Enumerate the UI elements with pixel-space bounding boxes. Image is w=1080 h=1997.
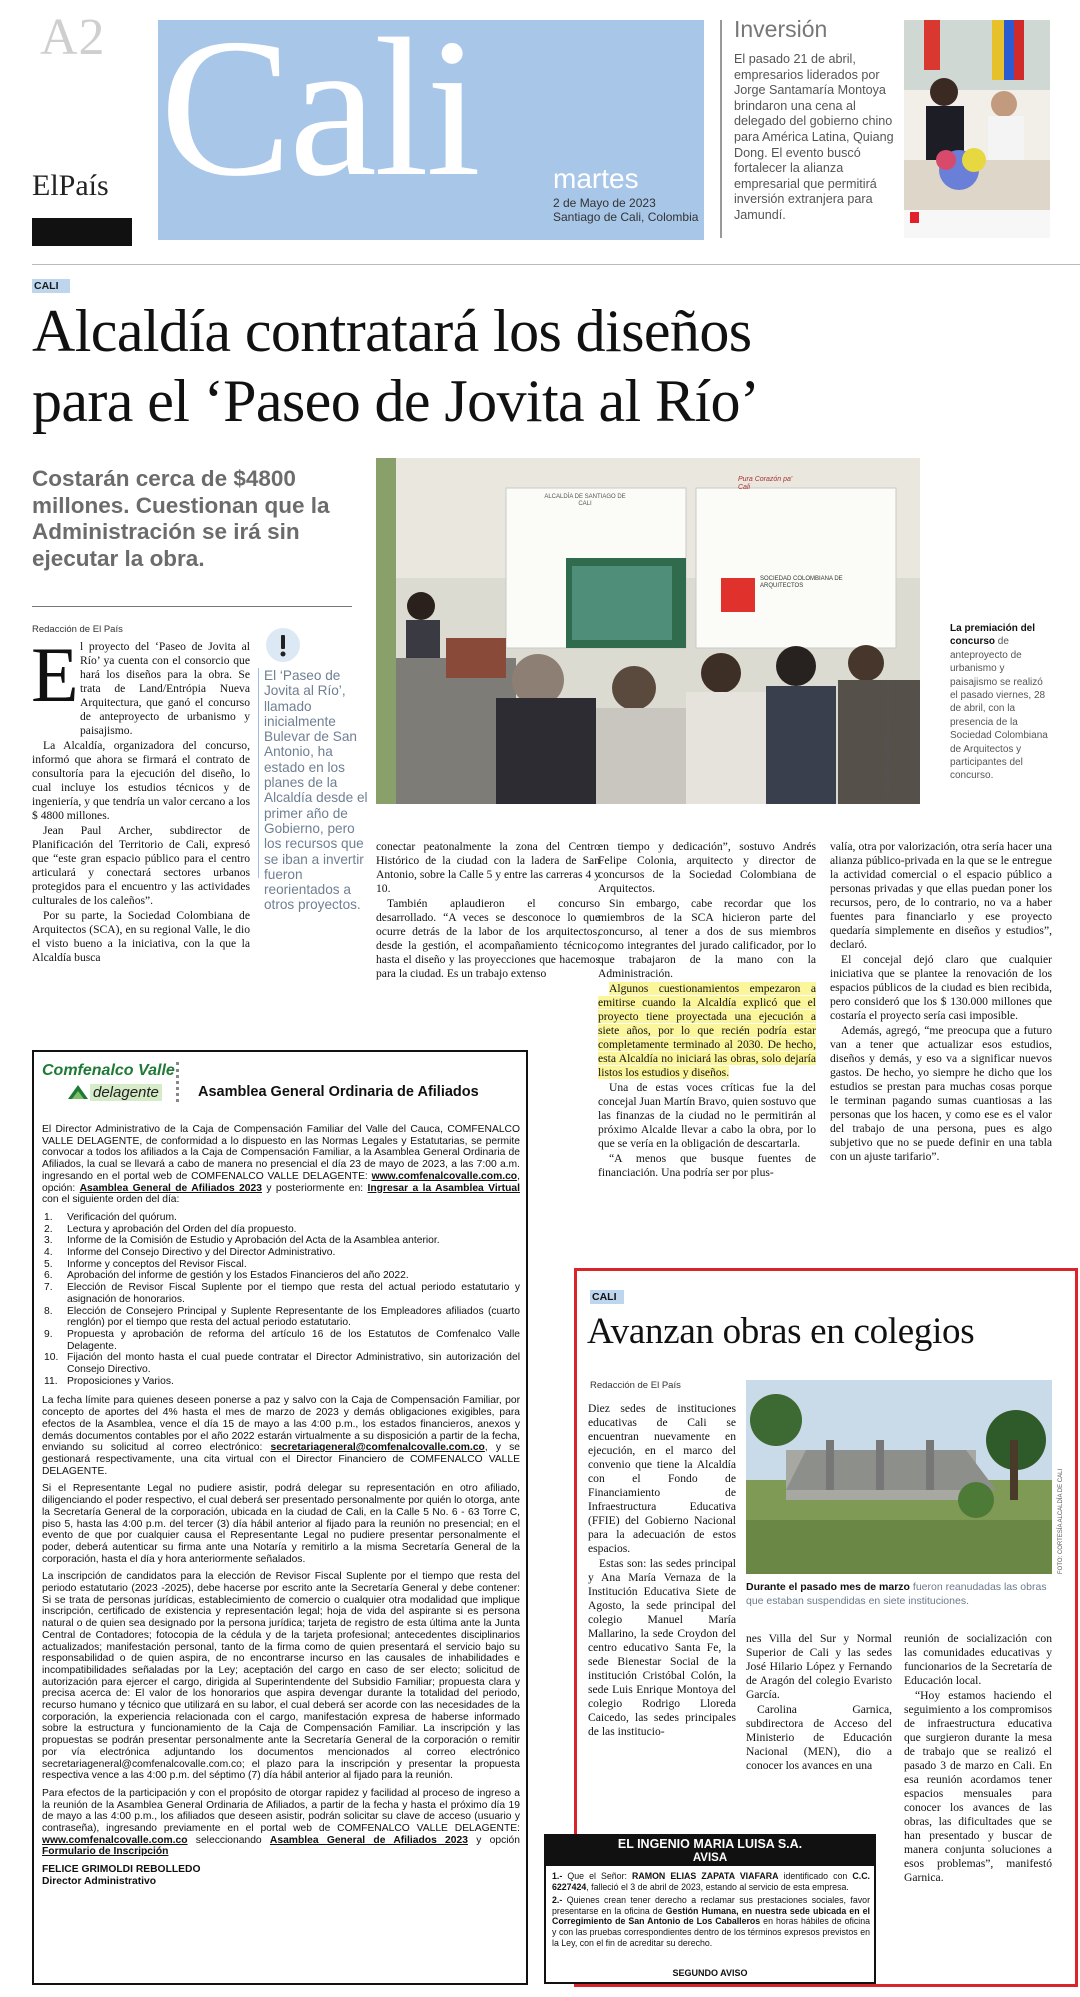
photo-screen-left: ALCALDÍA DE SANTIAGO DE CALI xyxy=(544,494,626,507)
schools-b1: nes Villa del Sur y Normal Superior de Cali y las sedes José Hilario López y Fernando de Aragón del colegio Evaristo García. xyxy=(746,1632,892,1701)
deck-rule xyxy=(32,606,352,607)
main-c4p2: El concejal dejó claro que cualquier iniciativa que se plantee la renovación de los espacios públicos de la ciudad es bien recibida, pero consideró que los $ 130.000 millones que costaría el proyecto sería casi imposible. xyxy=(830,953,1052,1022)
agenda-item: 8. Elección de Consejero Principal y Suplente Representante de los Empleadores afiliados (cuarto renglón) por el tiempo que resta del actual periodo estatutario. xyxy=(44,1305,520,1329)
main-headline-line2: para el ‘Paseo de Jovita al Río’ xyxy=(32,368,760,434)
agenda-item: 10. Fijación del monto hasta el cual puede contratar el Director Administrativo, sin autorización del Consejo Directivo. xyxy=(44,1352,520,1376)
main-column-3 xyxy=(598,840,816,1246)
sidebar-rule xyxy=(258,668,259,878)
agenda-item: 6. Aprobación del informe de gestión y los Estados Financieros del año 2022. xyxy=(44,1270,409,1282)
ad-link-form[interactable]: Formulario de Inscripción xyxy=(42,1846,169,1858)
brand-bar xyxy=(32,218,132,246)
agenda-item: 4. Informe del Consejo Directivo y del Director Administrativo. xyxy=(44,1247,336,1259)
agenda-item: 3. Informe de la Comisión de Estudio y Aprobación del Acta de la Asamblea anterior. xyxy=(44,1235,440,1247)
ad-agenda xyxy=(42,1212,520,1388)
main-column-2 xyxy=(376,840,600,980)
main-kicker: CALI xyxy=(32,279,70,293)
schools-b2: Carolina Garnica, subdirectora de Acceso del Ministerio de Educación Nacional (MEN), dio a conocer los avances en una xyxy=(746,1703,892,1772)
main-c4p3: Además, agregó, “me preocupa que a futuro van a tener que actualizar esos estudios, diseños y demás, y eso va a significar nuevos gastos. De hecho, yo siempre he dicho que los estudios se prestan para muchas cosas porque le terminan pagando sumas cuantiosas a las personas que los hacen, y como ese es el valor del trabajo de una persona, pues es algo subjetivo que no se puede definir en una tabla con un ajuste tarifario”. xyxy=(830,1024,1052,1163)
main-c2p2: También aplaudieron el concurso desarrollado. “A veces se desconoce lo que ocurre detrás de la labor de los arquitectos, desde la gestión, el acompañamiento técnico, hasta el diseño y las proyecciones que hacemos para la ciudad. Es un trabajo extenso xyxy=(376,897,600,980)
ad-signer: FELICE GRIMOLDI REBOLLEDO xyxy=(42,1864,201,1876)
ad-participation: Para efectos de la participación y con el propósito de otorgar rapidez y facilidad al proceso de ingreso a la reunión de la Asamblea General Ordinaria de Afiliados, a partir de la fecha y hasta el próximo día 19 de mayo a las 4:00 p.m., los afiliados que deseen asistir, podrán solicitar su clave de acceso (usuario y contraseña), ingresando previamente en el portal web de COMFENALCO VALLE DELAGENTE: www.comfenalcovalle.com.co seleccionando Asamblea General de Afiliados 2023 y opción Formulario de Inscripción xyxy=(42,1787,520,1858)
schools-caption-rest: fueron reanudadas las obras que estaban suspendidas en siete instituciones. xyxy=(746,1581,1047,1607)
agenda-item: 9. Propuesta y aprobación de reforma del artículo 16 de los Estatutos de Comfenalco Valle Delagente. xyxy=(44,1328,520,1352)
schools-photo-credit: FOTO: CORTESÍA ALCALDÍA DE CALI xyxy=(1058,1468,1064,1574)
main-p4: Por su parte, la Sociedad Colombiana de Arquitectos (SCA), en su regional Valle, le dio el visto bueno a la iniciativa, con la que la Alcaldía busca xyxy=(32,909,250,964)
masthead-place: Santiago de Cali, Colombia xyxy=(553,210,699,224)
ad-signer-role: Director Administrativo xyxy=(42,1875,157,1887)
main-c4p1: valía, otra por valorización, otra sería hacer una alianza público-privada en la que se le entregue la actividad comercial o el espacio público a personas privadas y que ellas puedan poner los recursos, pero, de lo contrario, no va a haber fuentes para financiarlo y ese proyecto quedaría simplemente en diseños y estudios”, declaró. xyxy=(830,840,1052,951)
schools-kicker: CALI xyxy=(590,1290,624,1304)
caption-rest: de anteproyecto de urbanismo y paisajismo se realizó el pasado viernes, 28 de abril, con la presencia de la Sociedad Colombiana de Arquitectos y participantes del concurso. xyxy=(950,636,1048,782)
ad-representative: Si el Representante Legal no pudiere asistir, podrá delegar su representación en otro afiliado, diligenciando el poder respectivo, el cual deberá ser presentado personalmente por quién lo otorga, ante la Secretaría General de la corporación, ubicada en la ciudad de Cali, en la Calle 5 No. 6 - 63 Torre C, piso 5, hasta las 4:00 p.m. del tercer (3) día hábil anterior al fijado para la reunión no presencial; en el evento de que por cualquier causa el Representante Legal no pudiere presentar personalmente el poder, deberá autenticar su firma ante una Notaría y remitirlo a la misma Secretaría General de la corporación, hasta el día y hora anteriormente señalados. xyxy=(42,1483,520,1565)
main-byline: Redacción de El País xyxy=(32,624,123,635)
main-c3p1: en tiempo y dedicación”, sostuvo Andrés Felipe Colonia, arquitecto y director de concursos de la Sociedad Colombiana de Arquitectos. xyxy=(598,840,816,895)
schools-caption-bold: Durante el pasado mes de marzo xyxy=(746,1581,910,1593)
ingenio-ad-body xyxy=(552,1871,870,1948)
comfenalco-logo-mark xyxy=(68,1083,88,1101)
main-c3p2: Sin embargo, cabe recordar que los miembros de la SCA hicieron parte del concurso, al tener a dos de sus miembros como integrantes del jurado calificador, por lo que trabajaron de la mano con la Administración. xyxy=(598,897,816,980)
ad-link-portal-2[interactable]: www.comfenalcovalle.com.co xyxy=(42,1834,188,1846)
caption-bold: La premiación del concurso xyxy=(950,623,1036,648)
schools-photo xyxy=(746,1380,1052,1574)
main-p1: l proyecto del ‘Paseo de Jovita al Río’ ya cuenta con el consorcio que hará los diseños para la obra. Se trata de Land/Entrópia Nueva Arquitectura, que ganó el concurso de anteproyecto de urbanismo y paisajismo. xyxy=(80,640,250,737)
main-c3p3 xyxy=(598,982,816,1080)
ingenio-ad-title: EL INGENIO MARIA LUISA S.A. xyxy=(617,1837,803,1851)
ingenio-ad-footer: SEGUNDO AVISO xyxy=(672,1968,748,1978)
ad-intro: El Director Administrativo de la Caja de Compensación Familiar del Valle del Cauca, COMFENALCO VALLE DELAGENTE, de conformidad a lo dispuesto en las Normas Legales y Estatutarias, se permite convocar a todos los afiliados a la Caja de Compensación Familiar, a la Asamblea General Ordinaria de Afiliados, la cual se llevará a cabo de manera no presencial el día 23 de mayo de 2023, a las 7:00 a.m. ingresando en el portal web de COMFENALCO VALLE DELAGENTE: www.comfenalcovalle.com.co, opción: Asamblea General de Afiliados 2023 y posteriormente en: Ingresar a la Asamblea Virtual con el siguiente orden del día: xyxy=(42,1124,520,1206)
assembly-ad-body xyxy=(42,1124,520,1979)
ad-inscription: La inscripción de candidatos para la elección de Revisor Fiscal Suplente por el tiempo que resta del periodo estatutario (2023 -2025), debe hacerse por escrito ante la Secretaría General y debe contener: Si se trata de personas jurídicas, establecimiento de comercio o cualquier otra modalidad que implique inscripción, certificado de existencia y representación legal; hoja de vida del aspirante si es persona natural o de quien sea designado por la persona jurídica; tarjeta de registro de esta última ante la Junta Central de Contadores; fotocopia de la cédula y de la tarjeta profesional; antecedentes disciplinarios actualizados; manifestación personal, tanto de la firma como de quien presentará el servicio bajo su responsabilidad o de quien aspira, de no encontrarse incurso en las causales de inhabilidades e incompatibilidades señaladas por la Ley; aceptación del cargo en caso de ser electo; solicitud de autorización para ejercer el cargo, dirigida al Superintendente del Subsidio Familiar; propuesta clara y precisa acerca de: El valor de los honorarios que aspira devengar durante la totalidad del periodo, recurso humano y técnico que utilizará en su labor, el cual deberá ser acorde con las necesidades de la corporación, la experiencia relacionada con el cargo, manifestación expresa de haberse informado sobre la estructura y funcionamiento de la Caja de Compensación Familiar. La inscripción y las propuestas se podrán presentar personalmente ante la Secretaría General de la corporación o remitir por vía electrónica adjuntando los documentos mencionados al correo electrónico secretariageneral@comfenalcovalle.com.co; el plazo para la inscripción y presentar la propuesta respectiva vence a las 4:00 p.m. del séptimo (7) día hábil anterior al fijado para la reunión. xyxy=(42,1571,520,1782)
agenda-item: 7. Elección de Revisor Fiscal Suplente por el tiempo que resta del actual periodo estatutario y asignación de honorarios. xyxy=(44,1282,520,1305)
ad-link-virtual[interactable]: Ingresar a la Asamblea Virtual xyxy=(367,1182,520,1194)
main-photo xyxy=(376,458,920,804)
photo-screen-mid: SOCIEDAD COLOMBIANA DE ARQUITECTOS xyxy=(760,576,843,589)
masthead-day: martes xyxy=(553,163,639,194)
main-headline-line1: Alcaldía contratará los diseños xyxy=(32,298,752,364)
ad-deadline: La fecha límite para quienes deseen ponerse a paz y salvo con la Caja de Compensación Familiar, por concepto de aportes del 4% hasta el mes de marzo de 2023 y demás obligaciones exigibles, para efectos de la Asamblea, vence el día 15 de mayo a las 4:00 p.m., los estados financieros, anexos y demás documentos contables por el año 2022 estarán virtualmente a su disposición a partir de la fecha, enviando su solicitud al correo electrónico: secretariageneral@comfenalcovalle.com.co, y se gestionará respectivamente, una cita virtual con el Director Financiero de COMFENALCO VALLE DELAGENTE. xyxy=(42,1395,520,1477)
comfenalco-logo-bottom: delagente xyxy=(90,1084,162,1101)
teaser-text: El pasado 21 de abril, empresarios liderados por Jorge Santamaría Montoya brindaron una cena al delegado del gobierno chino para América Latina, Quiang Dong. El evento buscó fortalecer la alianza empresarial que permitirá inversión extranjera para Jamundí. xyxy=(734,52,894,222)
main-c3p4: Una de estas voces críticas fue la del concejal Juan Martín Bravo, quien sostuvo que las finanzas de la ciudad no le permitirán al próximo Alcalde llevar a cabo la obra, por lo que se vería en la obligación de descartarla. xyxy=(598,1081,816,1150)
page-code: A2 xyxy=(40,9,106,66)
highlighted-quote: Algunos cuestionamientos empezaron a emitirse cuando la Alcaldía explicó que el proyecto tiene proyectada una ejecución a siete años, por lo que recién podría estar completamente terminado al 2030. De hecho, esta Alcaldía no iniciará las obras, solo dejaría listos los estudios y diseños. xyxy=(598,982,816,1079)
ad-link-portal[interactable]: www.comfenalcovalle.com.co xyxy=(371,1170,518,1182)
main-photo-credit: FOTO: AYMER ANDRÉS ÁLVAREZ / EL PAÍS xyxy=(886,680,892,802)
main-p2: La Alcaldía, organizadora del concurso, informó que ahora se firmará el contrato de consultoría para la ejecución del diseño, lo cual incluye los estudios técnicos y de ingeniería, y que tendría un valor cercano a los $ 4800 millones. xyxy=(32,739,250,822)
schools-column-2 xyxy=(746,1632,892,1828)
teaser-marker xyxy=(910,212,919,223)
ad-email-link[interactable]: secretariageneral@comfenalcovalle.com.co xyxy=(270,1442,485,1454)
agenda-item: 11. Proposiciones y Varios. xyxy=(44,1375,174,1387)
brand-logo: ElPaís xyxy=(32,169,109,202)
main-sidebar: El ‘Paseo de Jovita al Río’, llamado inicialmente Bulevar de San Antonio, ha estado en los planes de la Alcaldía desde el primer año de Gobierno, pero los recursos que se iban a invertir fueron reorientados a otros proyectos. xyxy=(264,668,368,913)
main-c2p1: conectar peatonalmente la zona del Centro Histórico de la ciudad con la ladera de San Antonio, sobre la Calle 5 y entre las carreras 4 y 10. xyxy=(376,840,600,895)
agenda-item: 5. Informe y conceptos del Revisor Fiscal. xyxy=(44,1258,247,1270)
ad-link-assembly-2[interactable]: Asamblea General de Afiliados 2023 xyxy=(269,1834,468,1846)
teaser-divider xyxy=(720,20,722,238)
main-deck: Costarán cerca de $4800 millones. Cuestionan que la Administración se irá sin ejecutar la obra. xyxy=(32,466,330,571)
schools-column-1 xyxy=(588,1402,736,1826)
logo-dots xyxy=(176,1062,179,1102)
ingenio-ad-subtitle: AVISA xyxy=(692,1852,728,1864)
schools-a1: Diez sedes de instituciones educativas de Cali se encuentran nuevamente en ejecución, en el marco del convenio que tiene la Alcaldía con el Fondo de Financiamiento de Infraestructura Educativa (FFIE) del Gobierno Nacional para la adecuación de estos espacios. xyxy=(588,1402,736,1555)
teaser-photo xyxy=(904,20,1050,238)
exclamation-icon xyxy=(266,628,300,662)
ingenio-item-2: 2.- Quienes crean tener derecho a reclamar sus prestaciones sociales, favor presentarse en la oficina de Gestión Humana, en nuestra sede ubicada en el Corregimiento de San Antonio de Los Caballeros en horas hábiles de oficina y con las pruebas correspondientes dentro de los términos expresos previstos en la Ley, con el fin de acreditar su derecho. xyxy=(552,1895,870,1948)
assembly-ad-title: Asamblea General Ordinaria de Afiliados xyxy=(198,1084,479,1100)
main-column-4 xyxy=(830,840,1052,1246)
main-column-1 xyxy=(32,640,250,1020)
main-dropcap: E xyxy=(31,631,79,718)
schools-c2: “Hoy estamos haciendo el seguimiento a los compromisos de infraestructura educativa que surgieron durante la mesa de trabajo que se realizó el pasado 3 de marzo en Cali. En esa reunión acordamos tener espacios mensuales para conocer los avances de las obras, las dificultades que se han presentado y buscar de manera conjunta soluciones a esos problemas”, manifestó Garnica. xyxy=(904,1689,1052,1884)
comfenalco-logo-top: Comfenalco Valle xyxy=(42,1062,175,1079)
schools-photo-caption xyxy=(746,1580,1052,1608)
agenda-item: 1. Verificación del quórum. xyxy=(44,1211,177,1223)
schools-headline: Avanzan obras en colegios xyxy=(587,1311,975,1352)
photo-screen-right: Pura Corazón pa' Cali xyxy=(738,476,793,491)
agenda-item: 2. Lectura y aprobación del Orden del día propuesto. xyxy=(44,1223,297,1235)
schools-a2: Estas son: las sedes principal y Ana María Vernaza de la Institución Educativa Siete de Agosto, la sede principal del colegio Manuel María Mallarino, la sede Croydon del centro educativo Santa Fe, la sede Bienestar Social de la institución Cristóbal Colón, la sede Luis Enrique Montoya del colegio Rodrigo Lloreda Caicedo, las sedes principales de las institucio- xyxy=(588,1557,736,1738)
masthead-rule xyxy=(32,264,1080,265)
schools-byline: Redacción de El País xyxy=(590,1380,681,1391)
main-p3: Jean Paul Archer, subdirector de Planificación del Territorio de Cali, expresó que “este gran espacio público para el centro articulará y conectará sectores urbanos protegidos para el encuentro y las actividades culturales de los caleños”. xyxy=(32,824,250,907)
schools-c1: reunión de socialización con las comunidades educativas y funcionarios de la Secretaría de Educación local. xyxy=(904,1632,1052,1687)
section-name: Cali xyxy=(160,0,478,217)
ad-link-assembly[interactable]: Asamblea General de Afiliados 2023 xyxy=(79,1182,262,1194)
schools-column-3 xyxy=(904,1632,1052,1978)
ingenio-item-1: 1.- Que el Señor: RAMON ELIAS ZAPATA VIAFARA identificado con C.C. 6227424, falleció el 3 de abril de 2023, estando al servicio de esta empresa. xyxy=(552,1871,870,1892)
teaser-title: Inversión xyxy=(734,16,828,42)
main-c3p5: “A menos que busque fuentes de financiación. Una podría ser por plus- xyxy=(598,1152,816,1179)
main-photo-caption xyxy=(950,622,1052,783)
masthead-date: 2 de Mayo de 2023 xyxy=(553,196,656,210)
